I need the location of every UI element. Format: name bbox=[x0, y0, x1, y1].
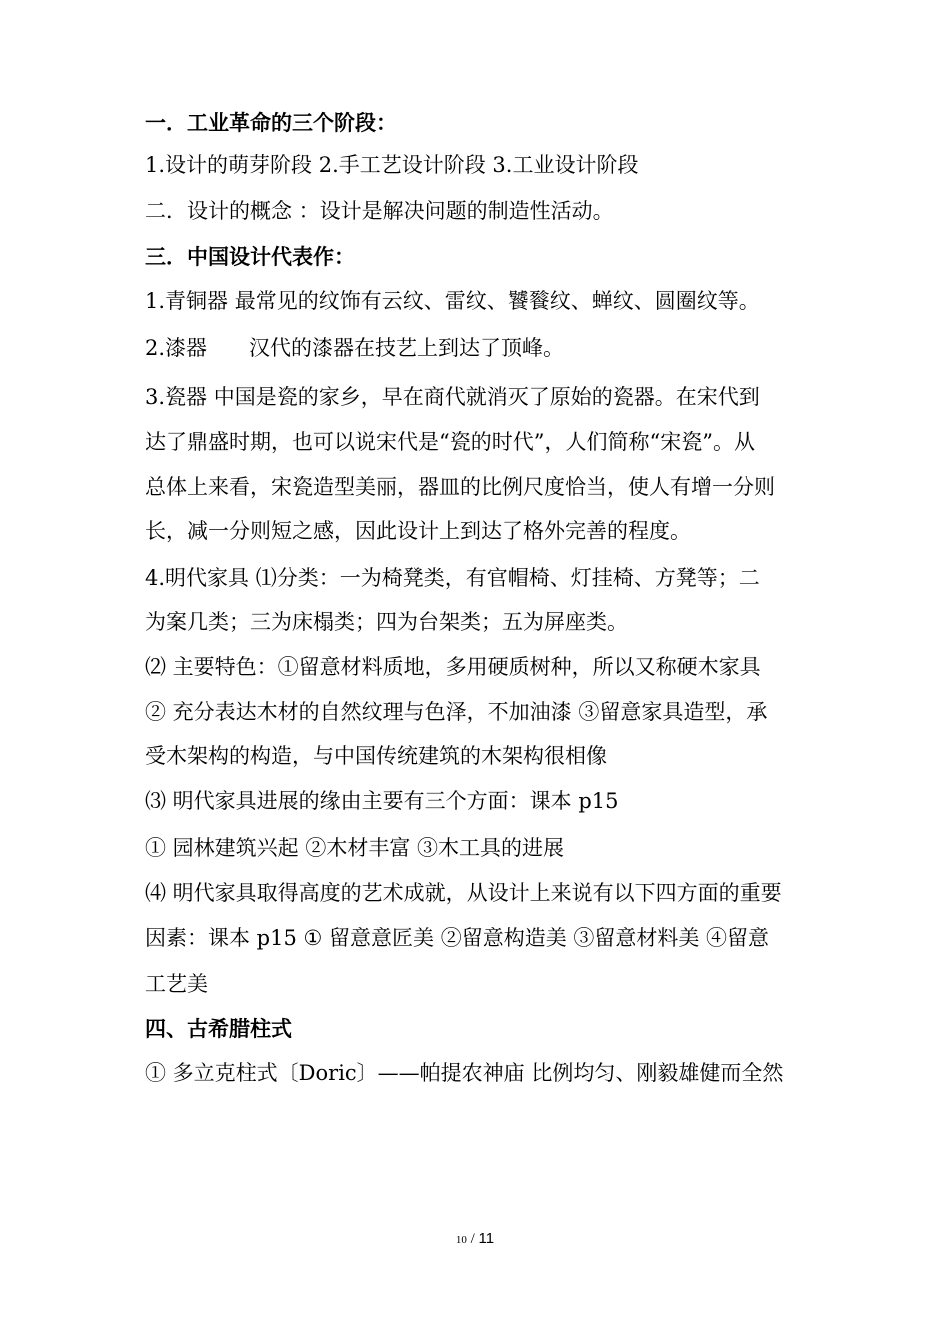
text-line: 总体上来看，宋瓷造型美丽，器皿的比例尺度恰当，使人有增一分则 bbox=[145, 475, 775, 499]
text-line: 1.青铜器 最常见的纹饰有云纹、雷纹、饕餮纹、蝉纹、圆圈纹等。 bbox=[145, 289, 760, 313]
text-line: 达了鼎盛时期，也可以说宋代是“瓷的时代”，人们简称“宋瓷”。从 bbox=[145, 430, 755, 454]
text-line: 为案几类；三为床榻类；四为台架类；五为屏座类。 bbox=[145, 610, 628, 634]
heading-industrial-revolution: 一．工业革命的三个阶段： bbox=[145, 111, 397, 135]
text-line: ① 多立克柱式〔Doric〕——帕提农神庙 比例均匀、刚毅雄健而全然 bbox=[145, 1061, 784, 1085]
text-line: 受木架构的构造，与中国传统建筑的木架构很相像 bbox=[145, 744, 607, 768]
heading-chinese-design: 三．中国设计代表作： bbox=[145, 245, 355, 269]
text-line: 2.漆器 汉代的漆器在技艺上到达了顶峰。 bbox=[145, 336, 565, 360]
text-line: 因素：课本 p15 ① 留意意匠美 ②留意构造美 ③留意材料美 ④留意 bbox=[145, 926, 770, 950]
text-line: 工艺美 bbox=[145, 972, 208, 996]
text-line: ⑵ 主要特色：①留意材料质地，多用硬质树种，所以又称硬木家具 bbox=[145, 655, 761, 679]
page-number bbox=[0, 1230, 950, 1248]
text-line: 4.明代家具 ⑴分类：一为椅凳类，有官帽椅、灯挂椅、方凳等；二 bbox=[145, 566, 760, 590]
text-line: 1.设计的萌芽阶段 2.手工艺设计阶段 3.工业设计阶段 bbox=[145, 153, 639, 177]
text-line: ② 充分表达木材的自然纹理与色泽，不加油漆 ③留意家具造型，承 bbox=[145, 700, 768, 724]
text-line: 3.瓷器 中国是瓷的家乡，早在商代就消灭了原始的瓷器。在宋代到 bbox=[145, 385, 760, 409]
current-page: 10 bbox=[455, 1234, 467, 1246]
page-separator: / bbox=[470, 1231, 475, 1247]
heading-greek-columns: 四、古希腊柱式 bbox=[145, 1017, 292, 1041]
text-line: 长，减一分则短之感，因此设计上到达了格外完善的程度。 bbox=[145, 519, 691, 543]
heading-design-concept: 二．设计的概念 ：设计是解决问题的制造性活动。 bbox=[145, 199, 614, 223]
text-line: ⑷ 明代家具取得高度的艺术成就，从设计上来说有以下四方面的重要 bbox=[145, 881, 782, 905]
text-line: ⑶ 明代家具进展的缘由主要有三个方面：课本 p15 bbox=[145, 789, 619, 813]
text-line: ① 园林建筑兴起 ②木材丰富 ③木工具的进展 bbox=[145, 836, 565, 860]
total-pages: 11 bbox=[478, 1230, 495, 1247]
